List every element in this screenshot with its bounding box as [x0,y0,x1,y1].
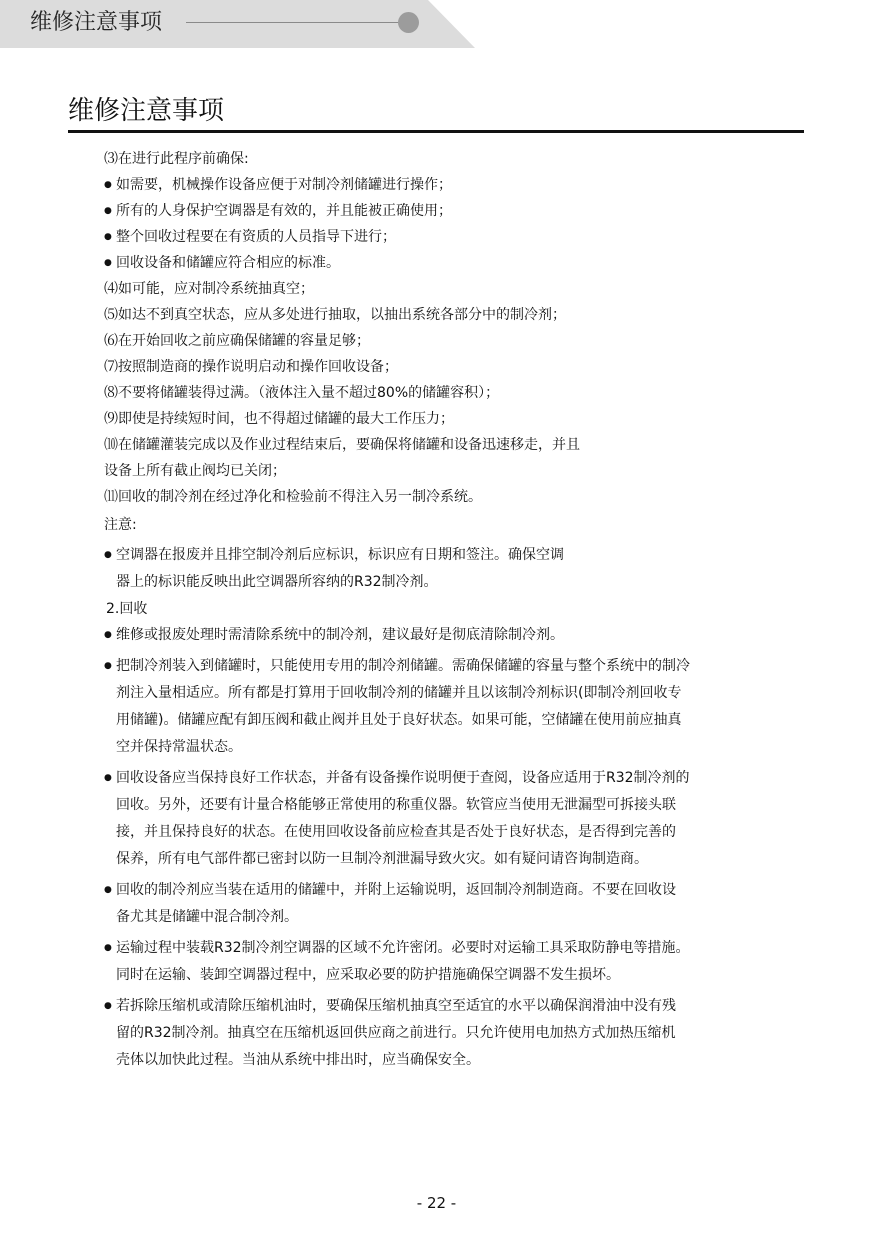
numbered-item: ⑸如达不到真空状态，应从多处进行抽取，以抽出系统各部分中的制冷剂； [104,307,566,323]
recovery-line: ● 运输过程中装载R32制冷剂空调器的区域不允许密闭。必要时对运输工具采取防静电等措施。 [116,940,690,956]
notice-bullet [104,542,804,596]
recovery-line: 空并保持常温状态。 [116,739,242,755]
recovery-bullet [104,653,804,761]
bullet-item: ● 回收设备和储罐应符合相应的标准。 [104,250,804,276]
recovery-line: ● 维修或报废处理时需清除系统中的制冷剂，建议最好是彻底清除制冷剂。 [116,627,564,643]
numbered-item: ⑾回收的制冷剂在经过净化和检验前不得注入另一制冷系统。 [104,489,482,505]
recovery-line: 同时在运输、装卸空调器过程中，应采取必要的防护措施确保空调器不发生损坏。 [116,967,620,983]
recovery-bullet [104,765,804,873]
header-tab-dot [398,12,419,33]
recovery-line: 保养，所有电气部件都已密封以防一旦制冷剂泄漏导致火灾。如有疑问请咨询制造商。 [116,851,648,867]
section-divider [68,130,804,133]
content-body [104,146,804,1074]
page-number: - 22 - [416,1194,457,1212]
recovery-line: 壳体以加快此过程。当油从系统中排出时，应当确保安全。 [116,1052,480,1068]
recovery-line: 留的R32制冷剂。抽真空在压缩机返回供应商之前进行。只允许使用电加热方式加热压缩机 [116,1025,676,1041]
numbered-item: ⑼即使是持续短时间，也不得超过储罐的最大工作压力； [104,411,454,427]
numbered-item: ⑶在进行此程序前确保: [104,151,249,167]
notice-line: 器上的标识能反映出此空调器所容纳的R32制冷剂。 [116,574,438,590]
recovery-list [104,622,804,1074]
recovery-line: 剂注入量相适应。所有都是打算用于回收制冷剂的储罐并且以该制冷剂标识(即制冷剂回收专 [116,685,682,701]
bullet-item: ● 如需要，机械操作设备应便于对制冷剂储罐进行操作； [104,172,804,198]
recovery-line: ● 回收的制冷剂应当装在适用的储罐中，并附上运输说明，返回制冷剂制造商。不要在回收设 [116,882,676,898]
notice-label: 注意: [104,517,137,533]
notice-line: ● 空调器在报废并且排空制冷剂后应标识，标识应有日期和签注。确保空调 [116,547,564,563]
section-title: 维修注意事项 [68,96,225,126]
numbered-item: ⑻不要将储罐装得过满。（液体注入量不超过80%的储罐容积）； [104,385,500,401]
recovery-line: 回收。另外，还要有计量合格能够正常使用的称重仪器。软管应当使用无泄漏型可拆接头联 [116,797,676,813]
recovery-bullet [104,622,804,649]
recovery-line: 备尤其是储罐中混合制冷剂。 [116,909,298,925]
recovery-line: 用储罐)。储罐应配有卸压阀和截止阀并且处于良好状态。如果可能，空储罐在使用前应抽真 [116,712,682,728]
numbered-item: 设备上所有截止阀均已关闭； [104,463,286,479]
numbered-item: ⑽在储罐灌装完成以及作业过程结束后，要确保将储罐和设备迅速移走，并且 [104,437,580,453]
numbered-item: ⑺按照制造商的操作说明启动和操作回收设备； [104,359,398,375]
header-tab-title: 维修注意事项 [30,10,163,35]
bullet-item: ● 所有的人身保护空调器是有效的，并且能被正确使用； [104,198,804,224]
recovery-bullet [104,935,804,989]
recovery-line: 接，并且保持良好的状态。在使用回收设备前应检查其是否处于良好状态，是否得到完善的 [116,824,676,840]
precheck-list [104,146,804,510]
recovery-line: ● 回收设备应当保持良好工作状态，并备有设备操作说明便于查阅，设备应适用于R32制冷剂的 [116,770,690,786]
recovery-line: ● 把制冷剂装入到储罐时，只能使用专用的制冷剂储罐。需确保储罐的容量与整个系统中的制冷 [116,658,690,674]
numbered-item: ⑹在开始回收之前应确保储罐的容量足够； [104,333,370,349]
recovery-bullet [104,877,804,931]
header-tab-line [186,22,398,23]
numbered-item: ⑷如可能，应对制冷系统抽真空； [104,281,314,297]
recovery-bullet [104,993,804,1074]
recovery-heading: 2.回收 [106,601,148,617]
bullet-item: ● 整个回收过程要在有资质的人员指导下进行； [104,224,804,250]
recovery-line: ● 若拆除压缩机或清除压缩机油时，要确保压缩机抽真空至适宜的水平以确保润滑油中没有残 [116,998,676,1014]
